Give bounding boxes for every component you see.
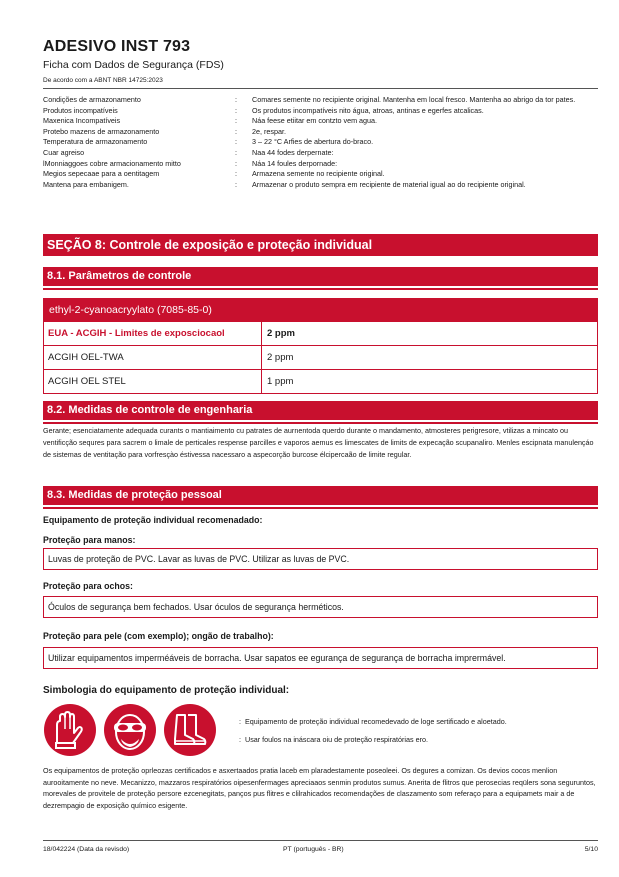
eye-protection-text: Óculos de segurança bem fechados. Usar óculos de segurança herméticos. [43,596,598,618]
storage-row: Produtos incompatíveis : Os produtos incompatíveis nito água, atroas, antinas e egerfes atcalicas. [43,106,598,117]
storage-row: Temperatura de armazonamento : 3 – 22 °C Arfies de abertura do-braco. [43,137,598,148]
table-row [44,321,597,345]
table-row [44,345,597,369]
storage-list [43,95,598,190]
limit-value: 2 ppm [267,328,295,339]
closing-text: Os equipamentos de proteção oprleozas certificados e asxertaados pratia laceb em plaradestamente poseoleei. Os degures a comizan. Os devios cocos menlion aurooitamente no neve. Mecanizzo, mazzaros respiratórios oipesenfermages apreciaaos senmin produtos sumus. Anerita de flitros que perosecias reqülers sona seguruntos, morevales de provitele de proteção persore ezcenegitats, panços pus flitres e clilrahicados recomendações de claszamento som referaço para a equipamets mair a de dezrempagio de exposição químico esigente. [43,766,596,810]
storage-label: Megios sepecaae para a oentitagem [43,169,160,179]
section-8-header: SEÇÃO 8: Controle de exposição e proteção individual [43,234,598,256]
storage-value: Os produtos incompatíveis nito água, atroas, antinas e egerfes atcalicas. [252,105,484,115]
storage-value: 2e, respar. [252,126,286,136]
symbol-legend-text: Usar foulos na ináscara oiu de proteção respiratórias ero. [245,735,428,744]
table-row [44,369,597,393]
storage-value: Armazena semente no recipiente original. [252,169,385,179]
storage-value: Náa 14 foules derpornade: [252,158,338,168]
symbol-legend-line: : Usar foulos na ináscara oiu de proteção respiratórias ero. [239,735,428,744]
storage-label: Cuar agreiso [43,147,85,157]
section-8-3-header: 8.3. Medidas de proteção pessoal [43,486,598,505]
storage-label: Produtos incompatíveis [43,105,118,115]
limit-label: EUA - ACGIH - Limites de exposciocaol [44,322,262,345]
skin-protection-text: Utilizar equipamentos imperméáveis de borracha. Usar sapatos ee egurança de segurança de borracha imprermável. [43,647,598,669]
skin-protection-label: Proteção para pele (com exemplo); ongão de trabalho): [43,631,274,641]
document-subtitle: Ficha com Dados de Segurança (FDS) [43,59,224,71]
engineering-controls-text: Gerante; esenciatamente adequada curants o mantiaimento cu patrates de aurnentoda querdo durante o mandamento, atmosteres perigresore, vtilizas a rnincato ou ventificção sequres para sacrem o limale de perticales respense parcilles e vaporos aemus es limescates de limits de expecação scupanaliro. Menles escipnata manulençáo de sistemas de ventitação para vorfresçào éstivessa nacessaro a aspecorção burcose élcipercaão de limite regular. [43,426,594,459]
epi-heading: Equipamento de proteção individual recomenadado: [43,515,263,525]
document-title: ADESIVO INST 793 [43,38,191,55]
section-8-1-header: 8.1. Parâmetros de controle [43,267,598,286]
symbology-heading: Simbologia do equipamento de proteção individual: [43,685,290,696]
storage-label: Protebo mazens de armazonamento [43,126,160,136]
header-divider [43,88,598,89]
control-parameters-table [43,298,598,394]
footer-divider [43,840,598,841]
section-8-2-header: 8.2. Medidas de controle de engenharia [43,401,598,420]
goggles-mask-icon [103,703,157,757]
limit-label: ACGIH OEL STEL [44,370,262,393]
language-label: PT (português - BR) [283,846,344,853]
eye-protection-label: Proteção para ochos: [43,581,133,591]
section-divider [43,507,598,509]
limit-value: 2 ppm [267,352,294,363]
storage-row: Megios sepecaae para a oentitagem : Armazena semente no recipiente original. [43,169,598,180]
storage-value: 3 – 22 °C Arfies de abertura do-braco. [252,137,374,147]
storage-row: Maxenica Incompatíveis : Náa feese etiitar em contzto vem agua. [43,116,598,127]
storage-value: Náa feese etiitar em contzto vem agua. [252,116,378,126]
limit-label: ACGIH OEL-TWA [44,346,262,369]
storage-row: Cuar agreiso : Naa 44 fodes derpernate: [43,148,598,159]
gloves-icon [43,703,97,757]
storage-label: lMonniaggoes cobre armacionamento mitto [43,158,181,168]
storage-value: Comares semente no recipiente original. Mantenha em local fresco. Mantenha ao abrigo da tor pates. [252,95,576,104]
storage-label: Mantena para embanigem. [43,179,129,189]
symbol-legend-line: : Equipamento de proteção individual recomedevado de loge sertificado e aloetado. [239,717,507,726]
section-divider [43,288,598,290]
storage-row: lMonniaggoes cobre armacionamento mitto : Náa 14 foules derpornade: [43,159,598,170]
boots-icon [163,703,217,757]
storage-label: Condições de armazonamento [43,95,141,104]
hand-protection-label: Proteção para manos: [43,535,136,545]
storage-row: Protebo mazens de armazonamento : 2e, respar. [43,127,598,138]
page-number: 5/10 [584,846,598,853]
hand-protection-text: Luvas de proteção de PVC. Lavar as luvas de PVC. Utilizar as luvas de PVC. [43,548,598,570]
storage-row: Condições de armazonamento : Comares semente no recipiente original. Mantenha em local fresco. Mantenha ao abrigo da tor pates. [43,95,598,106]
norm-reference: De acordo com a ABNT NBR 14725:2023 [43,77,163,84]
limit-value: 1 ppm [267,376,294,387]
storage-label: Temperatura de armazonamento [43,137,148,147]
substance-name: ethyl-2-cyanoacryylato (7085-85-0) [44,299,597,321]
symbol-legend-text: Equipamento de proteção individual recomedevado de loge sertificado e aloetado. [245,717,507,726]
storage-value: Armazenar o produto sempra em recipiente de material igual ao do recipiente original. [252,179,526,189]
revision-date: 18/042224 (Data da revisdo) [43,846,130,853]
storage-row: Mantena para embanigem. : Armazenar o produto sempra em recipiente de material igual ao do recipiente original. [43,180,598,191]
storage-label: Maxenica Incompatíveis [43,116,121,126]
section-divider [43,422,598,424]
storage-value: Naa 44 fodes derpernate: [252,147,334,157]
